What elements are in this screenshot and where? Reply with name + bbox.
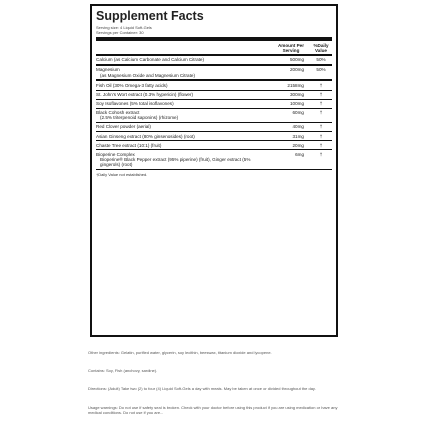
nutrient-daily-value: † xyxy=(319,133,323,139)
nutrient-amount: 6mg xyxy=(295,151,304,157)
nutrient-row xyxy=(96,141,332,150)
nutrient-amount: 100mg xyxy=(289,101,304,106)
nutrient-daily-value: † xyxy=(319,91,323,97)
nutrient-sublabel: (as Magnesium Oxide and Magnesium Citrate) xyxy=(100,72,195,78)
nutrient-name xyxy=(96,101,272,106)
other-ingredients: Other ingredients: Gelatin, purified water, glycerin, soy lecithin, beeswax, titanium dioxide and lycopene. xyxy=(88,350,272,355)
nutrient-label: Calcium (as Calcium Carbonate and Calcium Citrate) xyxy=(96,57,204,63)
nutrient-amount: 2158mg xyxy=(287,82,304,88)
nutrient-name xyxy=(96,92,272,97)
amount-column-header: Amount Per Serving xyxy=(277,43,305,53)
nutrient-row xyxy=(96,100,332,109)
nutrient-amount: 20mg xyxy=(292,142,304,148)
nutrient-sublabel: Bioperine® Black Pepper extract (95% piperine) (fruit), Ginger extract (5% gingerols) (root) xyxy=(100,156,251,168)
directions: Directions: (Adult) Take two (2) to four (4) Liquid Soft-Gels a day with meals. May be taken at once or divided throughout the day. xyxy=(88,386,316,391)
daily-value-column-header: %Daily Value xyxy=(313,43,329,53)
nutrient-amount: 500mg xyxy=(289,57,304,63)
nutrient-row xyxy=(96,123,332,132)
nutrient-row xyxy=(96,132,332,141)
nutrient-amount: 300mg xyxy=(289,91,304,97)
nutrient-label: Red Clover powder (aerial) xyxy=(96,124,151,130)
nutrient-daily-value: † xyxy=(319,110,323,116)
allergen-contains: Contains: Soy, Fish (anchovy, sardine). xyxy=(88,368,158,373)
nutrient-name xyxy=(96,110,272,121)
nutrient-row xyxy=(96,66,332,81)
supplement-facts-panel xyxy=(90,4,338,337)
nutrient-label: Fish Oil (30% Omega-3 fatty acids) xyxy=(96,82,168,88)
nutrient-name xyxy=(96,134,272,139)
nutrient-label: Black Cohosh extract xyxy=(96,110,140,116)
nutrient-row xyxy=(96,91,332,100)
nutrient-label: Magnesium xyxy=(96,67,120,73)
column-header-row xyxy=(96,41,332,54)
usage-warnings: Usage warnings: Do not use if safety seal is broken. Check with your doctor before using this product if you are using medication or have any medical conditions. Do not use if you are... xyxy=(88,405,338,415)
nutrient-amount: 31mg xyxy=(292,133,304,139)
nutrient-row xyxy=(96,81,332,90)
nutrient-row xyxy=(96,109,332,123)
nutrient-name xyxy=(96,83,272,88)
nutrient-row xyxy=(96,56,332,66)
nutrient-daily-value: † xyxy=(319,142,323,148)
nutrient-daily-value: † xyxy=(319,82,323,88)
nutrient-label: Soy Isoflavones (5% total isoflavones) xyxy=(96,101,174,106)
nutrient-name xyxy=(96,152,272,168)
nutrient-name xyxy=(96,143,272,148)
nutrient-daily-value: † xyxy=(319,124,323,130)
nutrient-daily-value: † xyxy=(319,151,323,157)
nutrient-amount: 40mg xyxy=(292,124,304,130)
nutrient-sublabel: (2.5% triterpenoid saponins) (rhizome) xyxy=(100,115,179,121)
panel-title: Supplement Facts xyxy=(96,9,204,23)
nutrient-label: Bioperine Complex xyxy=(96,151,135,157)
nutrient-rows xyxy=(96,56,332,170)
servings-per-container: Servings per Container: 30 xyxy=(96,30,144,35)
nutrient-name xyxy=(96,57,272,62)
nutrient-daily-value: 50% xyxy=(316,67,326,73)
nutrient-amount: 60mg xyxy=(292,110,304,116)
nutrient-daily-value: 50% xyxy=(316,57,326,63)
nutrient-label: St. John's Wort extract (0.3% hypericin) (flower) xyxy=(96,91,194,97)
nutrient-daily-value: † xyxy=(319,101,323,106)
nutrient-name xyxy=(96,67,272,78)
nutrient-row xyxy=(96,150,332,170)
nutrient-name xyxy=(96,124,272,129)
nutrient-label: Chaste Tree extract (10:1) (fruit) xyxy=(96,142,162,148)
daily-value-footnote: †Daily Value not established. xyxy=(96,171,148,177)
serving-size: Serving size: 4 Liquid Soft-Gels xyxy=(96,25,152,30)
nutrient-amount: 200mg xyxy=(289,67,304,73)
nutrient-label: Asian Ginseng extract (80% ginsenosides) (root) xyxy=(96,133,195,139)
